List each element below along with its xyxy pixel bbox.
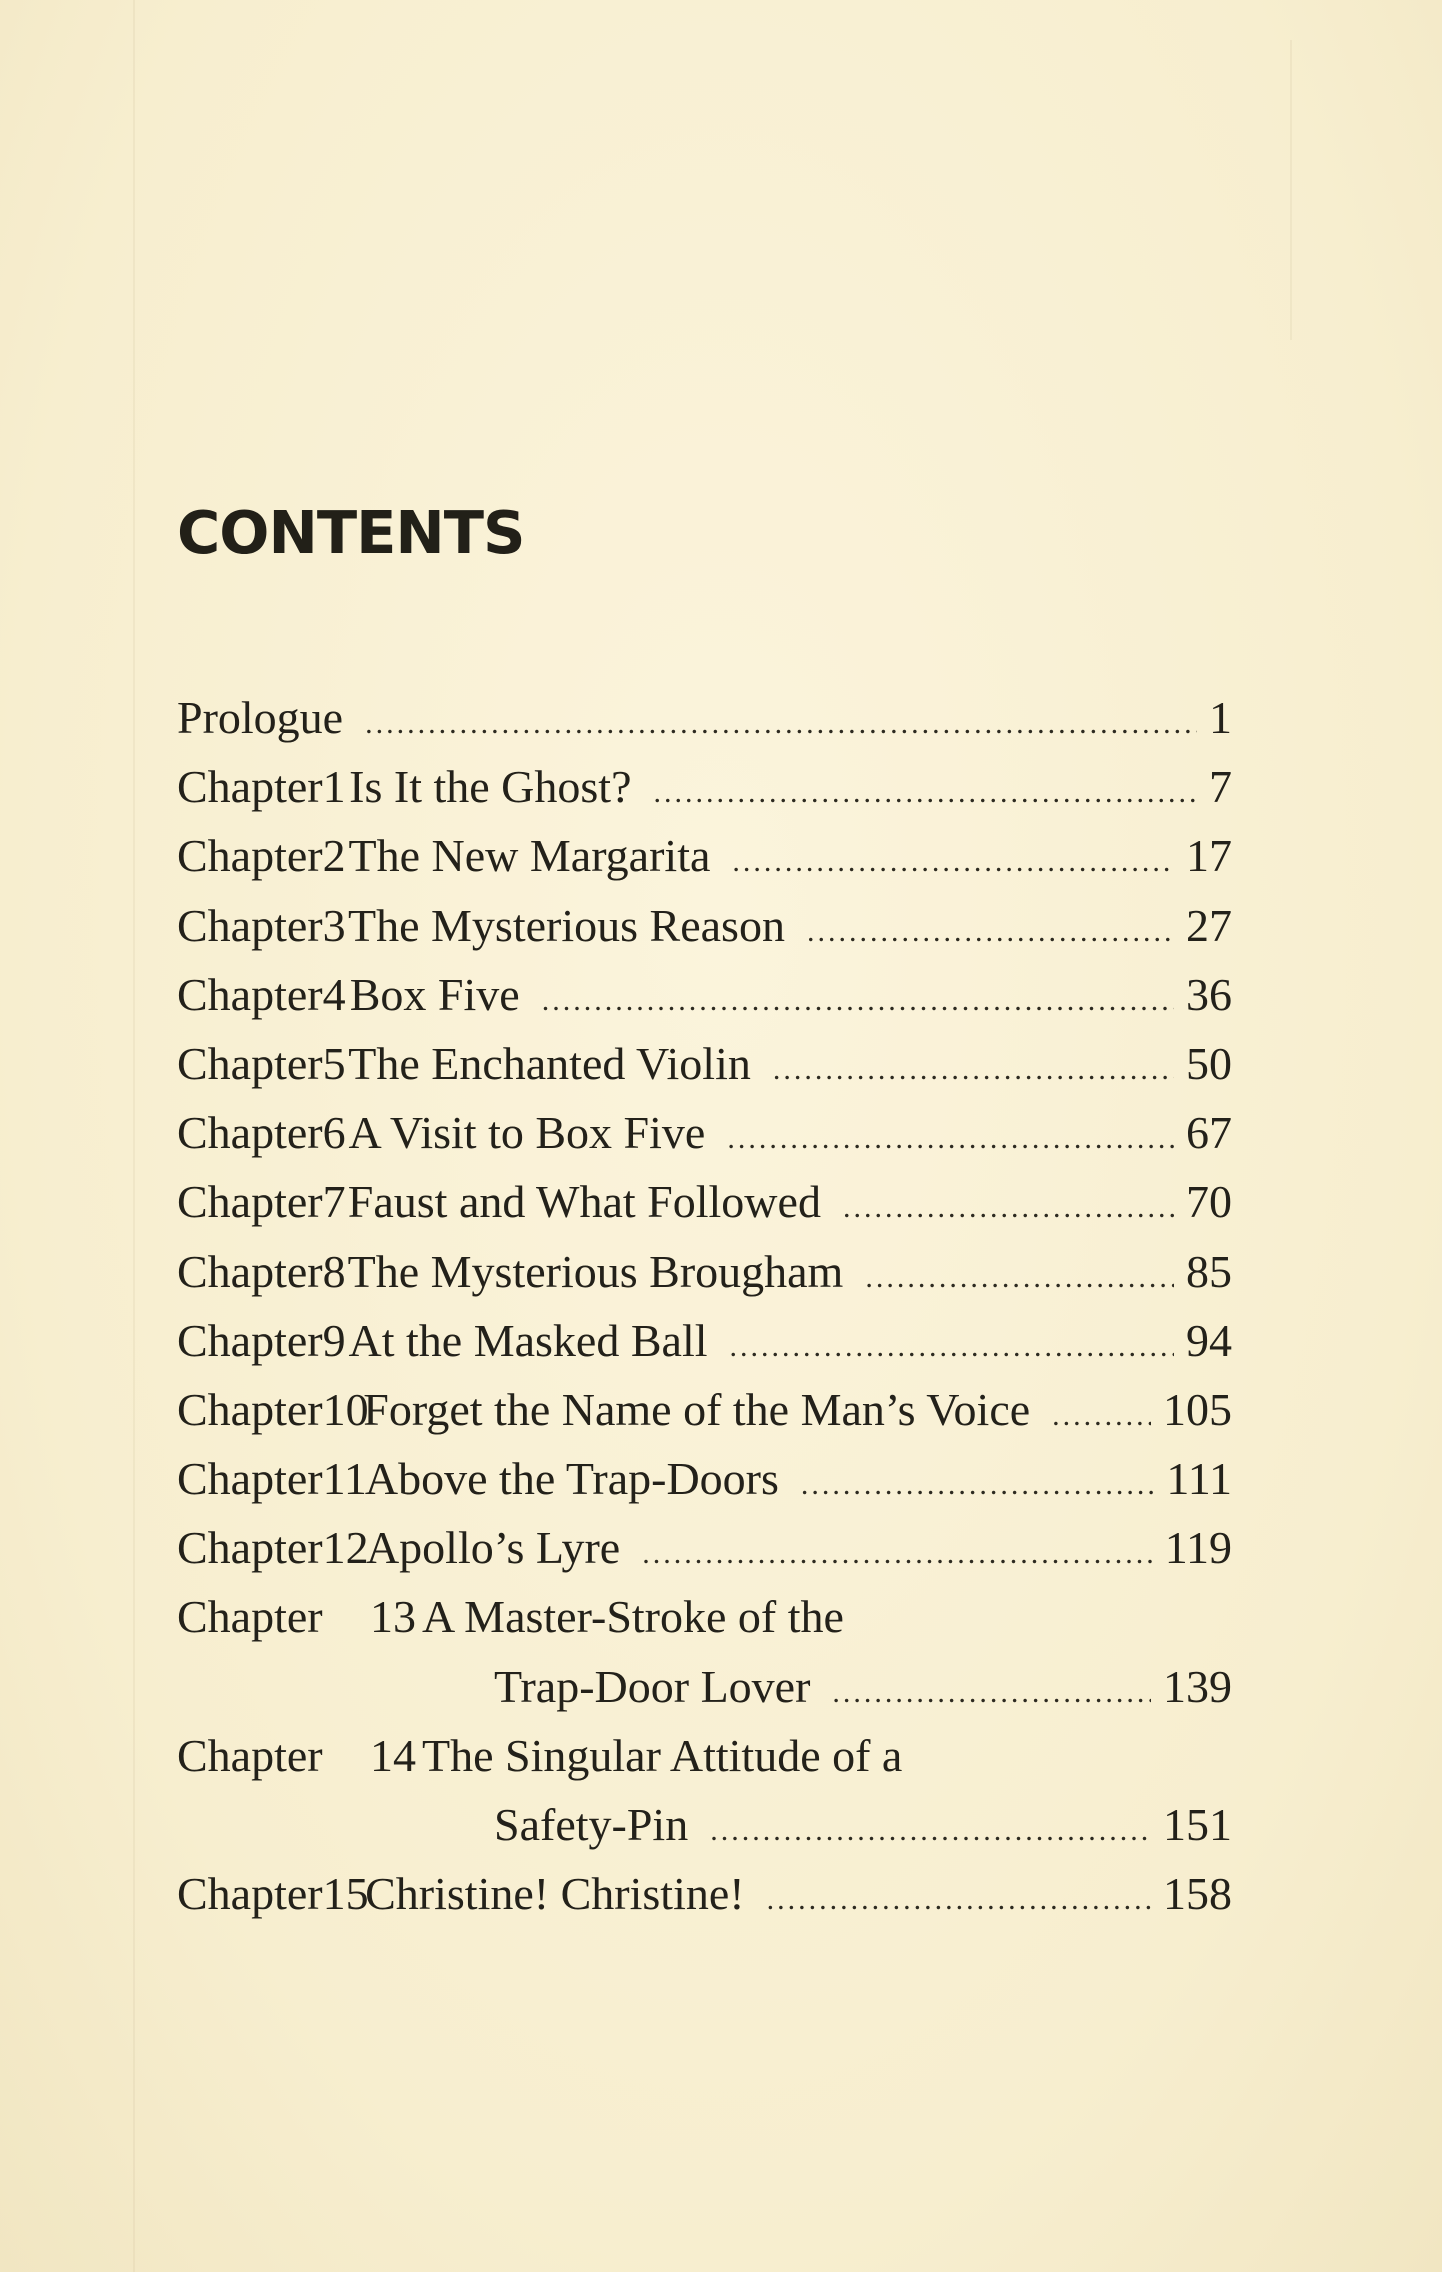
dot-leader — [865, 1243, 1174, 1306]
toc-entry — [177, 1029, 1232, 1098]
entry-title: Box Five — [349, 968, 520, 1020]
toc-entry-prologue — [177, 683, 1232, 752]
chapter-number: 14 — [370, 1729, 416, 1781]
entry-title: The New Margarita — [348, 830, 711, 882]
contents-heading: CONTENTS — [177, 498, 525, 567]
dot-leader — [832, 1658, 1151, 1721]
toc-entry — [177, 1582, 1232, 1651]
chapter-number: 6 — [322, 1107, 346, 1159]
page-number: 139 — [1163, 1660, 1232, 1712]
paper-crease — [1290, 40, 1292, 340]
toc-entry-continuation — [177, 1790, 1232, 1859]
chapter-word: Chapter — [177, 1314, 323, 1366]
entry-title: Forget the Name of the Man’s Voice — [363, 1383, 1031, 1435]
chapter-number: 10 — [322, 1383, 369, 1435]
chapter-number: 3 — [322, 899, 346, 951]
toc-entry — [177, 1721, 1232, 1790]
page-number: 158 — [1163, 1868, 1232, 1920]
toc-entry — [177, 1513, 1232, 1582]
chapter-word: Chapter — [177, 1176, 323, 1228]
page-number: 27 — [1186, 899, 1232, 951]
page-number: 67 — [1186, 1107, 1232, 1159]
chapter-number: 5 — [322, 1037, 346, 1089]
page-number: 1 — [1209, 692, 1232, 743]
toc-entry — [177, 1167, 1232, 1236]
page-number: 70 — [1186, 1176, 1232, 1228]
chapter-word: Chapter — [177, 1591, 323, 1643]
table-of-contents — [177, 683, 1232, 1928]
chapter-word: Chapter — [177, 1522, 323, 1574]
dot-leader — [727, 1104, 1174, 1167]
paper-crease — [133, 0, 135, 2272]
dot-leader — [843, 1173, 1174, 1236]
toc-entry — [177, 1098, 1232, 1167]
page-number: 119 — [1164, 1522, 1232, 1574]
dot-leader — [710, 1796, 1151, 1859]
page-number: 36 — [1186, 968, 1232, 1020]
dot-leader — [1052, 1381, 1151, 1444]
toc-entry — [177, 891, 1232, 960]
toc-entry — [177, 1444, 1232, 1513]
page-number: 85 — [1186, 1245, 1232, 1297]
dot-leader — [730, 1312, 1174, 1375]
entry-title-continued: Trap-Door Lover — [494, 1660, 811, 1712]
entry-title: Is It the Ghost? — [349, 761, 632, 813]
chapter-word: Chapter — [177, 1868, 323, 1920]
dot-leader — [542, 966, 1174, 1029]
chapter-number: 12 — [322, 1522, 369, 1574]
entry-title: The Mysterious Reason — [348, 899, 785, 951]
entry-title: Prologue — [177, 692, 344, 743]
chapter-number: 7 — [322, 1176, 346, 1228]
dot-leader — [642, 1519, 1153, 1582]
entry-title: The Singular Attitude of a — [422, 1729, 903, 1781]
dot-leader — [767, 1865, 1151, 1928]
entry-title: Above the Trap-Doors — [364, 1453, 779, 1505]
toc-entry — [177, 821, 1232, 890]
dot-leader — [773, 1035, 1174, 1098]
page-number: 94 — [1186, 1314, 1232, 1366]
entry-title: A Master-Stroke of the — [422, 1591, 844, 1643]
entry-title: Faust and What Followed — [347, 1176, 821, 1228]
toc-entry — [177, 960, 1232, 1029]
chapter-number: 8 — [322, 1245, 346, 1297]
chapter-number: 11 — [322, 1453, 367, 1505]
chapter-number: 13 — [370, 1591, 416, 1643]
entry-title: At the Masked Ball — [348, 1314, 708, 1366]
toc-entry-continuation — [177, 1652, 1232, 1721]
entry-title: The Enchanted Violin — [348, 1037, 751, 1089]
chapter-number: 2 — [322, 830, 346, 882]
chapter-number: 1 — [322, 761, 346, 813]
chapter-word: Chapter — [177, 830, 323, 882]
page-number: 151 — [1163, 1799, 1232, 1850]
toc-entry — [177, 752, 1232, 821]
entry-title: Apollo’s Lyre — [365, 1522, 621, 1574]
page-number: 111 — [1166, 1453, 1232, 1505]
chapter-word: Chapter — [177, 1107, 323, 1159]
toc-entry — [177, 1237, 1232, 1306]
dot-leader — [365, 689, 1197, 752]
chapter-word: Chapter — [177, 1729, 323, 1781]
dot-leader — [801, 1450, 1155, 1513]
chapter-word: Chapter — [177, 1383, 323, 1435]
toc-entry — [177, 1859, 1232, 1928]
chapter-word: Chapter — [177, 968, 323, 1020]
dot-leader — [654, 758, 1198, 821]
toc-entry — [177, 1375, 1232, 1444]
chapter-word: Chapter — [177, 1453, 323, 1505]
dot-leader — [807, 897, 1174, 960]
entry-title: Christine! Christine! — [365, 1868, 745, 1920]
page-number: 7 — [1209, 761, 1232, 813]
chapter-word: Chapter — [177, 1245, 323, 1297]
page-number: 105 — [1163, 1383, 1232, 1435]
dot-leader — [732, 827, 1174, 890]
chapter-number: 4 — [322, 968, 346, 1020]
entry-title: A Visit to Box Five — [348, 1107, 706, 1159]
toc-entry — [177, 1306, 1232, 1375]
chapter-word: Chapter — [177, 899, 323, 951]
entry-title-continued: Safety-Pin — [494, 1799, 689, 1850]
chapter-number: 15 — [322, 1868, 369, 1920]
page-number: 50 — [1186, 1037, 1232, 1089]
chapter-word: Chapter — [177, 1037, 323, 1089]
chapter-number: 9 — [322, 1314, 346, 1366]
entry-title: The Mysterious Brougham — [347, 1245, 844, 1297]
page-number: 17 — [1186, 830, 1232, 882]
chapter-word: Chapter — [177, 761, 323, 813]
